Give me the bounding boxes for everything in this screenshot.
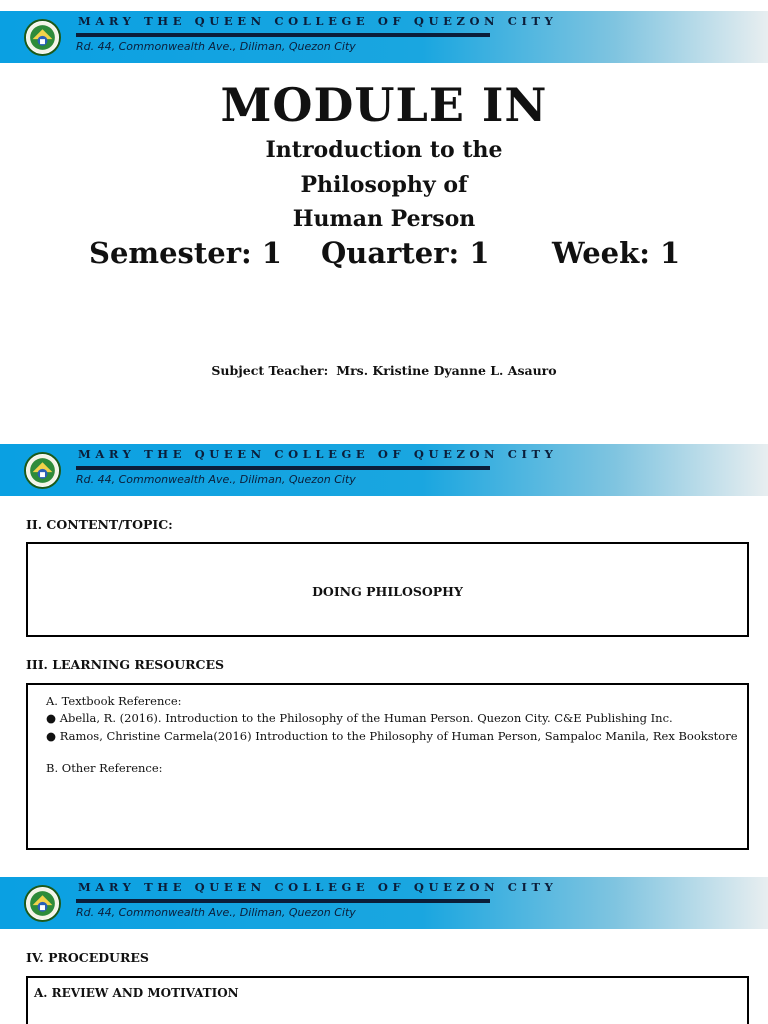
header-divider [76,899,490,903]
school-address: Rd. 44, Commonwealth Ave., Diliman, Quezon City [76,473,356,486]
subject-line-2: Philosophy of [300,172,468,198]
reference-item: ● Abella, R. (2016). Introduction to the Philosophy of the Human Person. Quezon City. C&E Publishing Inc. [46,711,673,725]
header-divider [76,466,490,470]
module-title: MODULE IN [220,78,548,132]
content-topic-heading: II. CONTENT/TOPIC: [26,517,173,532]
quarter-label: Quarter: 1 [321,236,490,270]
header-banner [0,444,768,496]
textbook-reference-label: A. Textbook Reference: [46,694,182,708]
procedures-heading: IV. PROCEDURES [26,950,149,965]
subject-line-1: Introduction to the [265,137,503,163]
learning-resources-box [26,683,749,850]
school-address: Rd. 44, Commonwealth Ave., Diliman, Quezon City [76,906,356,919]
topic-text: DOING PHILOSOPHY [312,584,463,599]
other-reference-label: B. Other Reference: [46,761,163,775]
school-address: Rd. 44, Commonwealth Ave., Diliman, Quezon City [76,40,356,53]
procedures-box [26,976,749,1024]
school-seal-icon [24,885,61,922]
school-name: MARY THE QUEEN COLLEGE OF QUEZON CITY [78,447,558,461]
reference-item: ● Ramos, Christine Carmela(2016) Introduction to the Philosophy of Human Person, Sampaloc Manila, Rex Bookstore [46,729,738,743]
subject-line-3: Human Person [292,206,476,232]
teacher-name: Mrs. Kristine Dyanne L. Asauro [336,363,557,378]
subject-teacher [0,363,768,378]
header-divider [76,33,490,37]
week-label: Week: 1 [552,236,681,270]
header-banner [0,877,768,929]
review-motivation-label: A. REVIEW AND MOTIVATION [34,986,239,1000]
content-topic-box [26,542,749,637]
teacher-label: Subject Teacher: [211,363,329,378]
school-name: MARY THE QUEEN COLLEGE OF QUEZON CITY [78,14,558,28]
semester-label: Semester: 1 [89,236,282,270]
school-seal-icon [24,19,61,56]
school-seal-icon [24,452,61,489]
learning-resources-heading: III. LEARNING RESOURCES [26,657,224,672]
school-name: MARY THE QUEEN COLLEGE OF QUEZON CITY [78,880,558,894]
header-banner [0,11,768,63]
